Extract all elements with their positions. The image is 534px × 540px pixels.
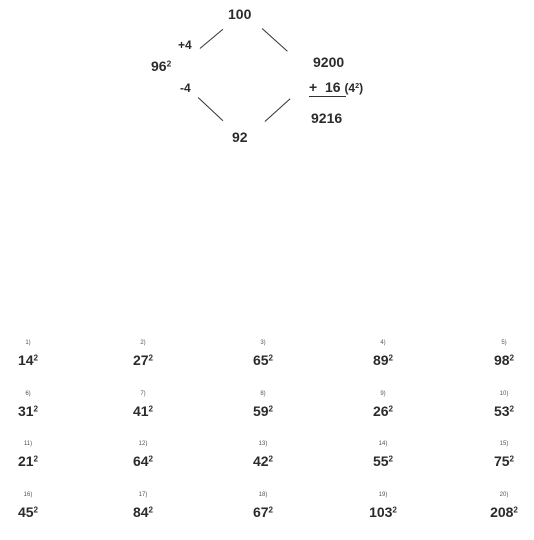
problem-expression: $27^2$: [132, 352, 154, 368]
problem-number: 6): [25, 391, 31, 397]
problem-number: 12): [138, 441, 148, 447]
diamond-line-bottom-left: [198, 97, 224, 121]
problem-expression: $14^2$: [17, 352, 39, 368]
problem-number: 8): [260, 391, 266, 397]
problem-item: [353, 440, 413, 469]
problem-item: [113, 390, 173, 419]
problem-item: [113, 339, 173, 368]
problem-item: [0, 339, 58, 368]
problem-expression: $42^2$: [252, 453, 274, 469]
problem-number: 4): [380, 340, 386, 346]
problem-expression: $21^2$: [17, 453, 39, 469]
problem-expression: $103^2$: [369, 504, 397, 520]
example-top-value: 100: [228, 6, 252, 22]
problem-expression: $53^2$: [493, 403, 515, 419]
problem-item: [113, 440, 173, 469]
example-plus-offset: +4: [178, 38, 192, 52]
problem-item: [474, 390, 534, 419]
problem-number: 3): [260, 340, 266, 346]
diamond-line-top-right: [262, 28, 288, 52]
problem-expression: $59^2$: [252, 403, 274, 419]
problem-number: 20): [499, 492, 509, 498]
problem-number: 7): [140, 391, 146, 397]
problem-number: 15): [499, 441, 509, 447]
problem-expression: $55^2$: [372, 453, 394, 469]
problem-expression: $64^2$: [132, 453, 154, 469]
problem-number: 14): [378, 441, 388, 447]
problem-number: 18): [258, 492, 268, 498]
example-minus-offset: -4: [180, 81, 191, 95]
example-product: 9200: [313, 54, 345, 70]
problem-item: [353, 390, 413, 419]
example-base-square: $96^2$: [151, 58, 172, 74]
problem-expression: $45^2$: [17, 504, 39, 520]
problem-expression: $26^2$: [372, 403, 394, 419]
problem-expression: $89^2$: [372, 352, 394, 368]
problem-item: [0, 390, 58, 419]
problem-item: [0, 440, 58, 469]
problem-item: [474, 440, 534, 469]
problem-item: [474, 339, 534, 368]
problem-expression: $98^2$: [493, 352, 515, 368]
problem-item: [233, 440, 293, 469]
problem-number: 9): [380, 391, 386, 397]
problem-expression: $65^2$: [252, 352, 274, 368]
problem-item: [233, 339, 293, 368]
problem-item: [0, 491, 58, 520]
diamond-line-bottom-right: [265, 98, 291, 122]
problem-expression: $208^2$: [490, 504, 518, 520]
problem-number: 17): [138, 492, 148, 498]
example-bottom-value: 92: [232, 129, 248, 145]
example-sum-underline: [309, 96, 346, 97]
problem-item: [113, 491, 173, 520]
problem-number: 11): [23, 441, 33, 447]
problem-expression: $67^2$: [252, 504, 274, 520]
problem-number: 2): [140, 340, 146, 346]
problem-expression: $84^2$: [132, 504, 154, 520]
example-result: 9216: [311, 110, 343, 126]
problem-item: [233, 491, 293, 520]
problem-number: 19): [378, 492, 388, 498]
problem-item: [233, 390, 293, 419]
problem-number: 5): [501, 340, 507, 346]
problem-item: [353, 339, 413, 368]
problem-expression: $41^2$: [132, 403, 154, 419]
problem-number: 10): [499, 391, 509, 397]
diamond-line-top-left: [200, 29, 224, 49]
problem-item: [474, 491, 534, 520]
problem-number: 13): [258, 441, 268, 447]
problem-item: [353, 491, 413, 520]
example-addend: + 16 $(4^2)$: [309, 79, 364, 95]
problem-expression: $31^2$: [17, 403, 39, 419]
problem-expression: $75^2$: [493, 453, 515, 469]
problem-number: 1): [25, 340, 31, 346]
problem-number: 16): [23, 492, 33, 498]
